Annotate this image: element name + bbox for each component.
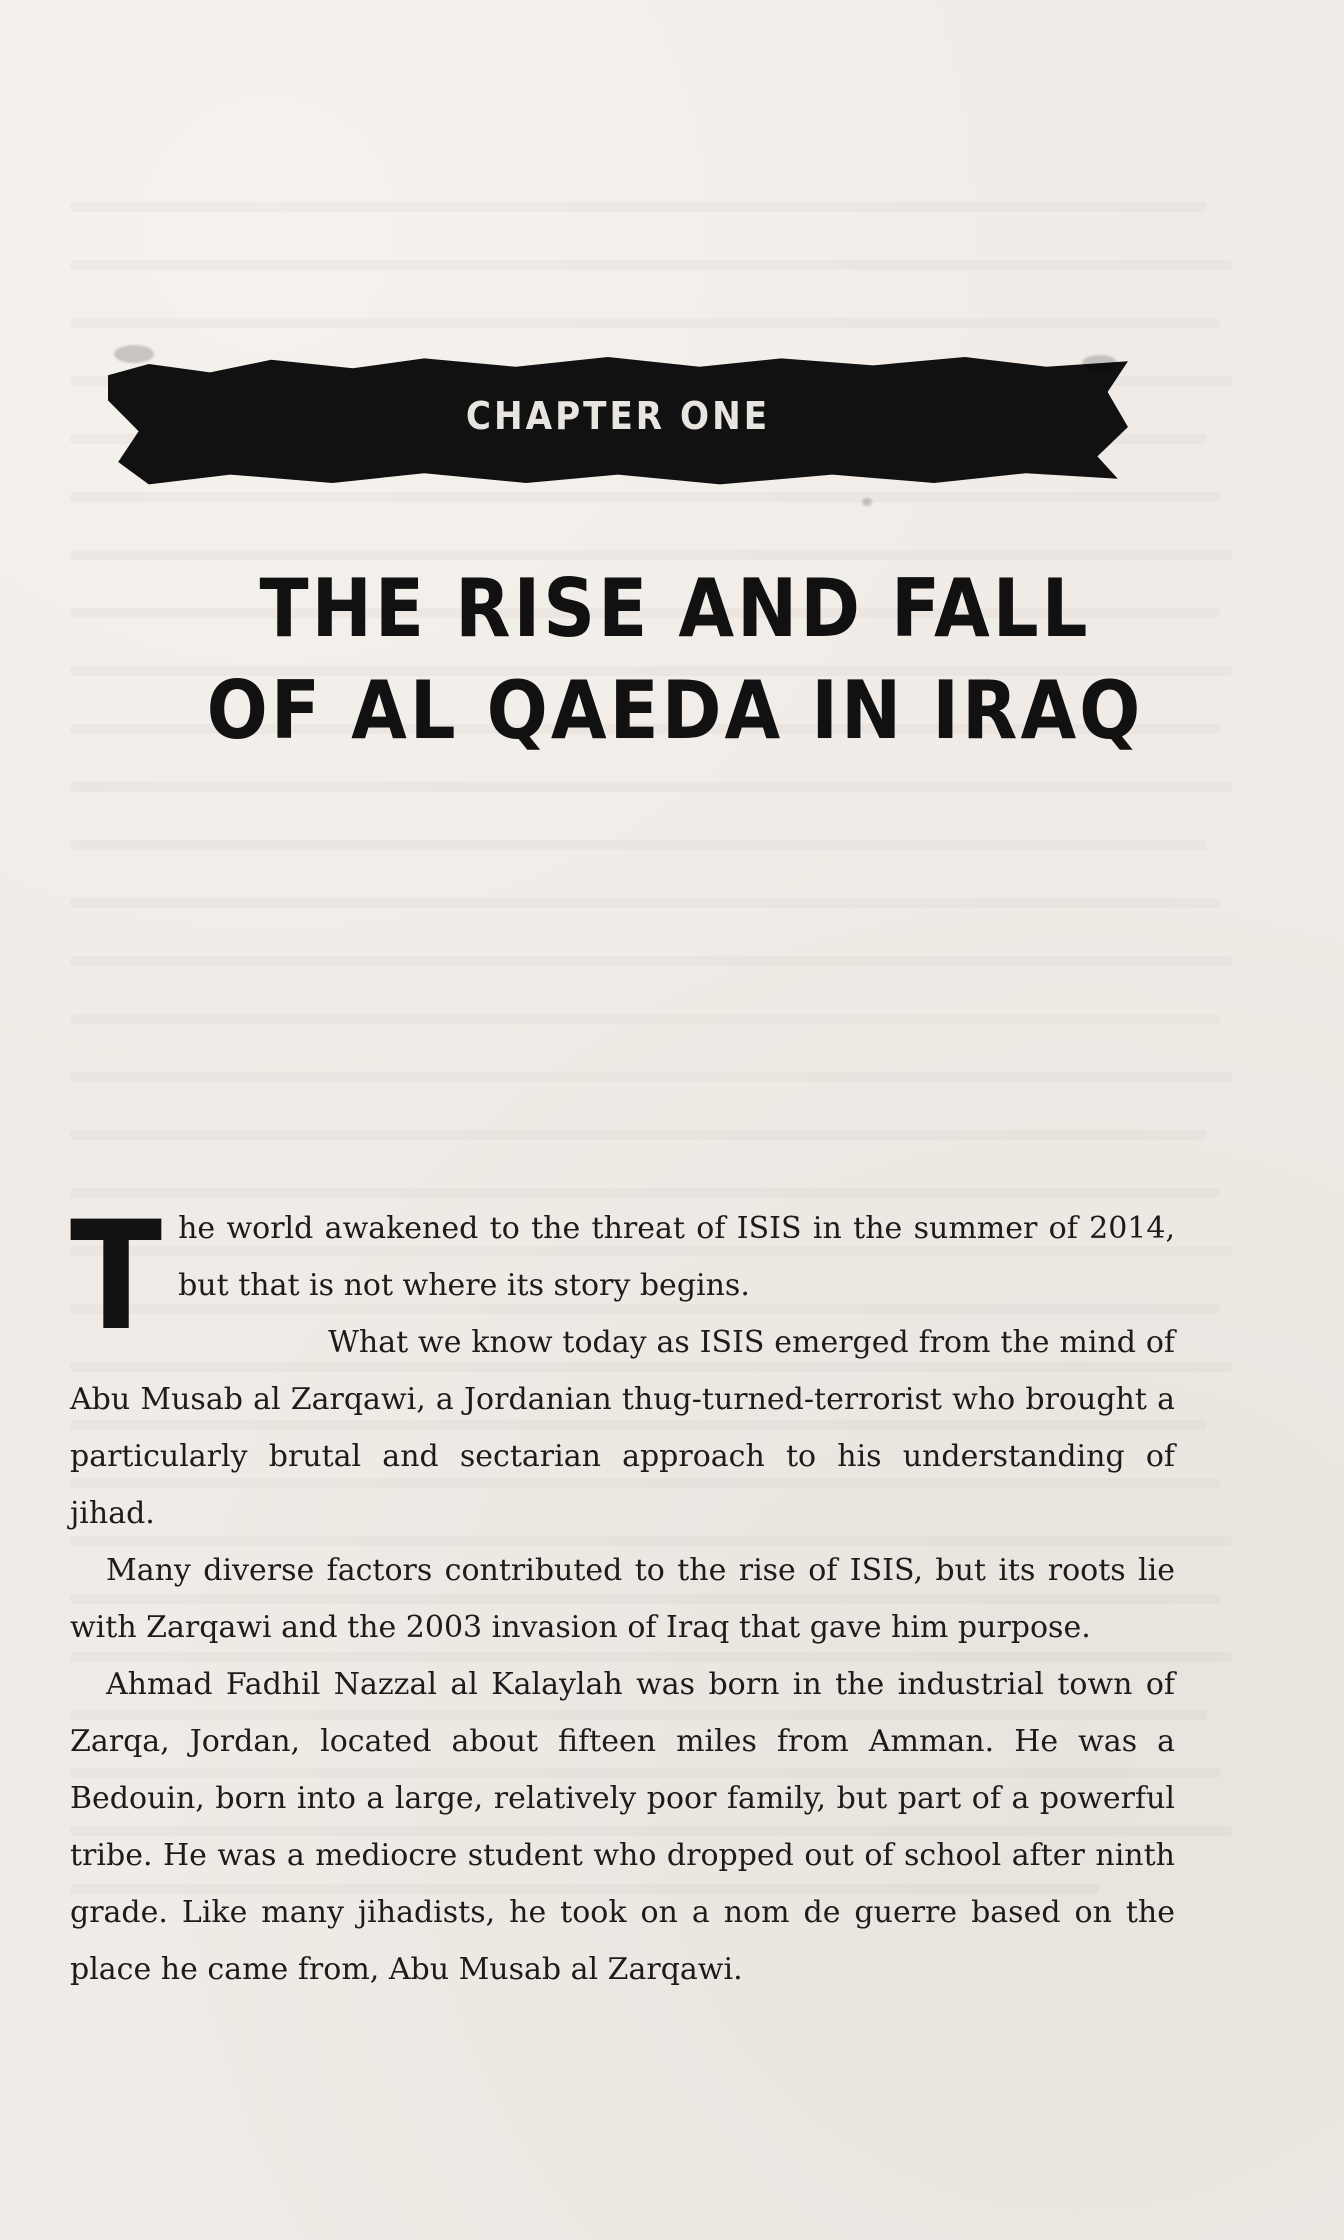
- bleed-line: [70, 1072, 1232, 1082]
- bleed-line: [70, 1014, 1220, 1024]
- bleed-line: [70, 840, 1207, 850]
- bleed-line: [70, 202, 1207, 212]
- bleed-line: [70, 1130, 1207, 1140]
- bleed-line: [70, 956, 1232, 966]
- chapter-title: [150, 558, 1200, 762]
- banner-smudge: [114, 345, 154, 363]
- paragraph-1-text: he world awakened to the threat of ISIS in the summer of 2014, but that is not where its story begins.: [178, 1211, 1175, 1303]
- paragraph-1: [70, 1190, 1175, 1364]
- chapter-title-line-1: THE RISE AND FALL: [259, 562, 1091, 655]
- bleed-line: [70, 782, 1232, 792]
- bleed-line: [70, 260, 1232, 270]
- paragraph-3: Many diverse factors contributed to the rise of ISIS, but its roots lie with Zarqawi and the 2003 invasion of Iraq that gave him purpose.: [70, 1553, 1175, 1645]
- bleed-line: [70, 492, 1220, 502]
- bleed-line: [70, 1188, 1220, 1198]
- chapter-label: CHAPTER ONE: [465, 394, 771, 438]
- banner-smudge: [1082, 355, 1117, 371]
- chapter-body: [70, 1190, 1175, 1998]
- chapter-title-line-2: OF AL QAEDA IN IRAQ: [206, 664, 1144, 757]
- drop-cap: T: [70, 1190, 163, 1364]
- paragraph-4: Ahmad Fadhil Nazzal al Kalaylah was born in the industrial town of Zarqa, Jordan, located about fifteen miles from Amman. He was a Bedouin, born into a large, relatively poor family, but part of a powerful tribe. He was a mediocre student who dropped out of school after ninth grade. Like many jihadists, he took on a nom de guerre based on the place he came from, Abu Musab al Zarqawi.: [70, 1667, 1175, 1987]
- banner-smudge: [862, 498, 872, 506]
- bleed-line: [70, 318, 1220, 328]
- bleed-line: [70, 898, 1220, 908]
- paragraph-2: What we know today as ISIS emerged from the mind of Abu Musab al Zarqawi, a Jordanian thug-turned-terrorist who brought a particularly brutal and sectarian approach to his understanding of jihad.: [70, 1325, 1175, 1531]
